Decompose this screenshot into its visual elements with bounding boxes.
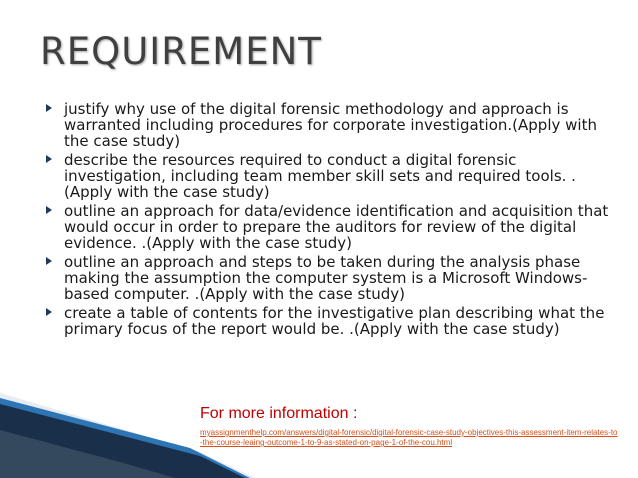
- list-item: [42, 254, 612, 302]
- requirements-list: [42, 101, 612, 340]
- list-item: [42, 305, 612, 337]
- arrow-bullet-icon: [46, 104, 52, 112]
- list-item-text: outline an approach for data/evidence identification and acquisition that would occur in order to prepare the auditors for review of the digital evidence. .(Apply with the case study): [64, 202, 609, 252]
- arrow-bullet-icon: [46, 155, 52, 163]
- more-info-link[interactable]: myassignmenthelp.com/answers/digital-forensic/digital-forensic-case-study-objectives-this-assessment-item-relates-to-the-course-leaing-outcome-1-to-9-as-stated-on-page-1-of-the-cou.html: [200, 428, 618, 447]
- list-item: [42, 101, 612, 149]
- list-item-text: describe the resources required to conduct a digital forensic investigation, including team member skill sets and required tools. .(Apply with the case study): [64, 151, 576, 201]
- list-item: [42, 152, 612, 200]
- list-item-text: outline an approach and steps to be taken during the analysis phase making the assumption the computer system is a Microsoft Windows-based computer. .(Apply with the case study): [64, 253, 588, 303]
- slide-title: REQUIREMENT: [40, 30, 322, 73]
- arrow-bullet-icon: [46, 257, 52, 265]
- more-info-heading: For more information :: [200, 405, 358, 422]
- arrow-bullet-icon: [46, 308, 52, 316]
- list-item-text: create a table of contents for the investigative plan describing what the primary focus of the report would be. .(Apply with the case study): [64, 304, 605, 338]
- arrow-bullet-icon: [46, 206, 52, 214]
- list-item-text: justify why use of the digital forensic methodology and approach is warranted including procedures for corporate investigation.(Apply with the case study): [64, 100, 597, 150]
- list-item: [42, 203, 612, 251]
